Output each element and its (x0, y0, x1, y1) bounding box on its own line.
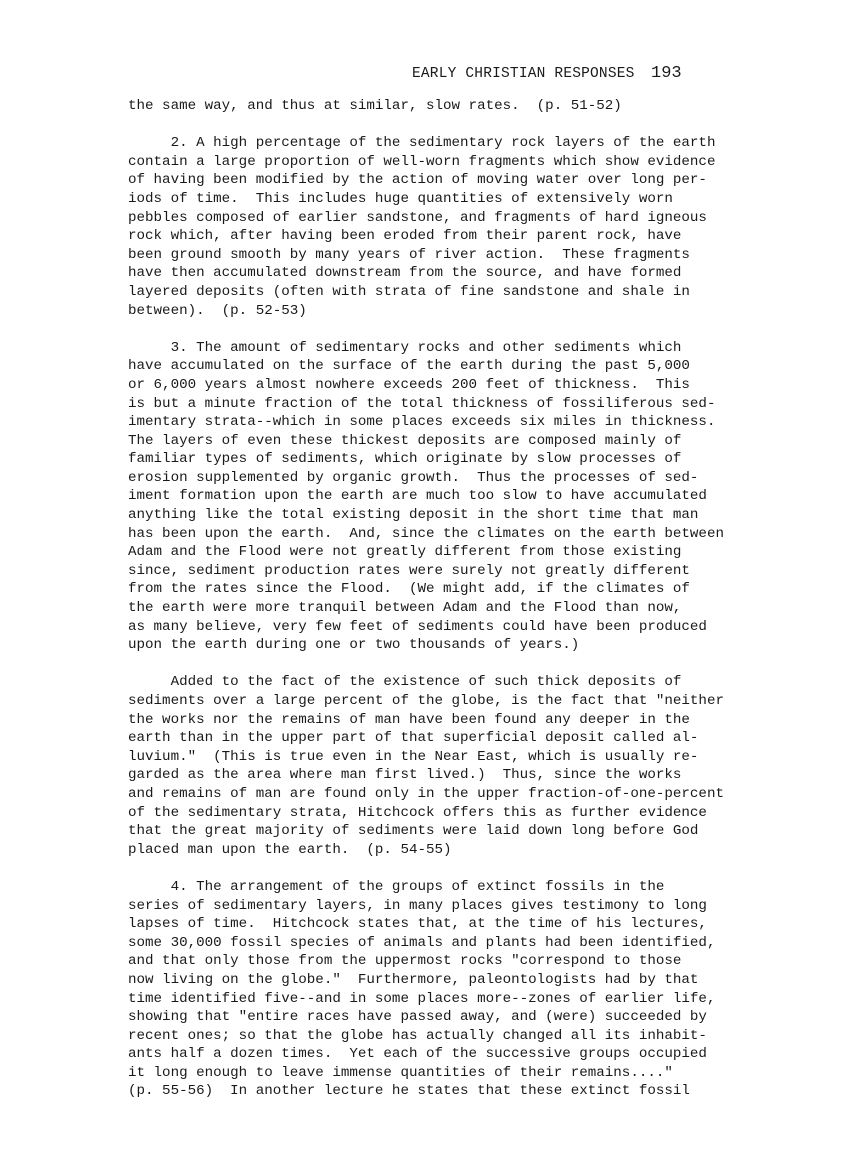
text-line: layered deposits (often with strata of fine sandstone and shale in (128, 283, 690, 300)
text-line: is but a minute fraction of the total thickness of fossiliferous sed- (128, 395, 716, 412)
paragraph-point-4 (128, 878, 728, 1101)
text-line: 4. The arrangement of the groups of extinct fossils in the (128, 878, 665, 895)
text-line: luvium." (This is true even in the Near East, which is usually re- (128, 748, 699, 765)
text-line: earth than in the upper part of that superficial deposit called al- (128, 730, 699, 747)
text-line: of the sedimentary strata, Hitchcock offers this as further evidence (128, 804, 707, 821)
text-line: anything like the total existing deposit in the short time that man (128, 507, 699, 524)
text-line: showing that "entire races have passed away, and (were) succeeded by (128, 1009, 707, 1026)
text-line: Added to the fact of the existence of such thick deposits of (128, 674, 682, 691)
text-line: have then accumulated downstream from the source, and have formed (128, 265, 682, 282)
paragraph-point-2 (128, 134, 728, 320)
text-line: that the great majority of sediments were laid down long before God (128, 823, 699, 840)
text-line: between). (p. 52-53) (128, 302, 307, 319)
text-line: lapses of time. Hitchcock states that, at the time of his lectures, (128, 916, 707, 933)
text-line: and that only those from the uppermost rocks "correspond to those (128, 953, 682, 970)
text-line: been ground smooth by many years of river action. These fragments (128, 246, 690, 263)
text-line: series of sedimentary layers, in many places gives testimony to long (128, 897, 707, 914)
text-line: placed man upon the earth. (p. 54-55) (128, 841, 452, 858)
text-line: of having been modified by the action of moving water over long per- (128, 172, 707, 189)
text-line: since, sediment production rates were surely not greatly different (128, 562, 690, 579)
text-line: Adam and the Flood were not greatly different from those existing (128, 544, 682, 561)
text-line: (p. 55-56) In another lecture he states that these extinct fossil (128, 1083, 690, 1100)
text-line: pebbles composed of earlier sandstone, and fragments of hard igneous (128, 209, 707, 226)
text-line: rock which, after having been eroded from their parent rock, have (128, 228, 682, 245)
text-line: now living on the globe." Furthermore, paleontologists had by that (128, 971, 699, 988)
text-line: and remains of man are found only in the upper fraction-of-one-percent (128, 785, 724, 802)
paragraph-added-to (128, 673, 728, 859)
page-number: 193 (651, 64, 682, 83)
text-line: recent ones; so that the globe has actually changed all its inhabit- (128, 1027, 707, 1044)
text-line: iods of time. This includes huge quantities of extensively worn (128, 190, 673, 207)
text-line: 3. The amount of sedimentary rocks and other sediments which (128, 339, 682, 356)
text-line: The layers of even these thickest deposits are composed mainly of (128, 432, 682, 449)
paragraph-continuation (128, 97, 728, 116)
text-line: has been upon the earth. And, since the climates on the earth between (128, 525, 724, 542)
text-line: upon the earth during one or two thousands of years.) (128, 637, 580, 654)
text-line: erosion supplemented by organic growth. Thus the processes of sed- (128, 469, 699, 486)
text-line: familiar types of sediments, which originate by slow processes of (128, 451, 682, 468)
text-line: sediments over a large percent of the globe, is the fact that "neither (128, 693, 724, 709)
text-line: the same way, and thus at similar, slow rates. (p. 51-52) (128, 98, 622, 114)
text-line: time identified five--and in some places more--zones of earlier life, (128, 990, 716, 1007)
paragraph-point-3 (128, 339, 728, 655)
text-line: iment formation upon the earth are much too slow to have accumulated (128, 488, 707, 505)
text-line: the earth were more tranquil between Adam and the Flood than now, (128, 600, 682, 617)
body-text (128, 97, 728, 1101)
text-line: contain a large proportion of well-worn fragments which show evidence (128, 153, 716, 170)
text-line: imentary strata--which in some places exceeds six miles in thickness. (128, 414, 716, 431)
text-line: as many believe, very few feet of sediments could have been produced (128, 618, 707, 635)
running-head: EARLY CHRISTIAN RESPONSES (412, 66, 635, 82)
text-line: 2. A high percentage of the sedimentary rock layers of the earth (128, 135, 716, 152)
text-line: ants half a dozen times. Yet each of the successive groups occupied (128, 1046, 707, 1063)
text-line: have accumulated on the surface of the earth during the past 5,000 (128, 358, 690, 375)
text-line: or 6,000 years almost nowhere exceeds 200 feet of thickness. This (128, 376, 690, 393)
text-line: from the rates since the Flood. (We might add, if the climates of (128, 581, 690, 598)
text-line: the works nor the remains of man have been found any deeper in the (128, 711, 690, 728)
text-line: some 30,000 fossil species of animals and plants had been identified, (128, 934, 716, 951)
text-line: it long enough to leave immense quantities of their remains...." (128, 1064, 673, 1081)
text-line: garded as the area where man first lived.) Thus, since the works (128, 767, 682, 784)
